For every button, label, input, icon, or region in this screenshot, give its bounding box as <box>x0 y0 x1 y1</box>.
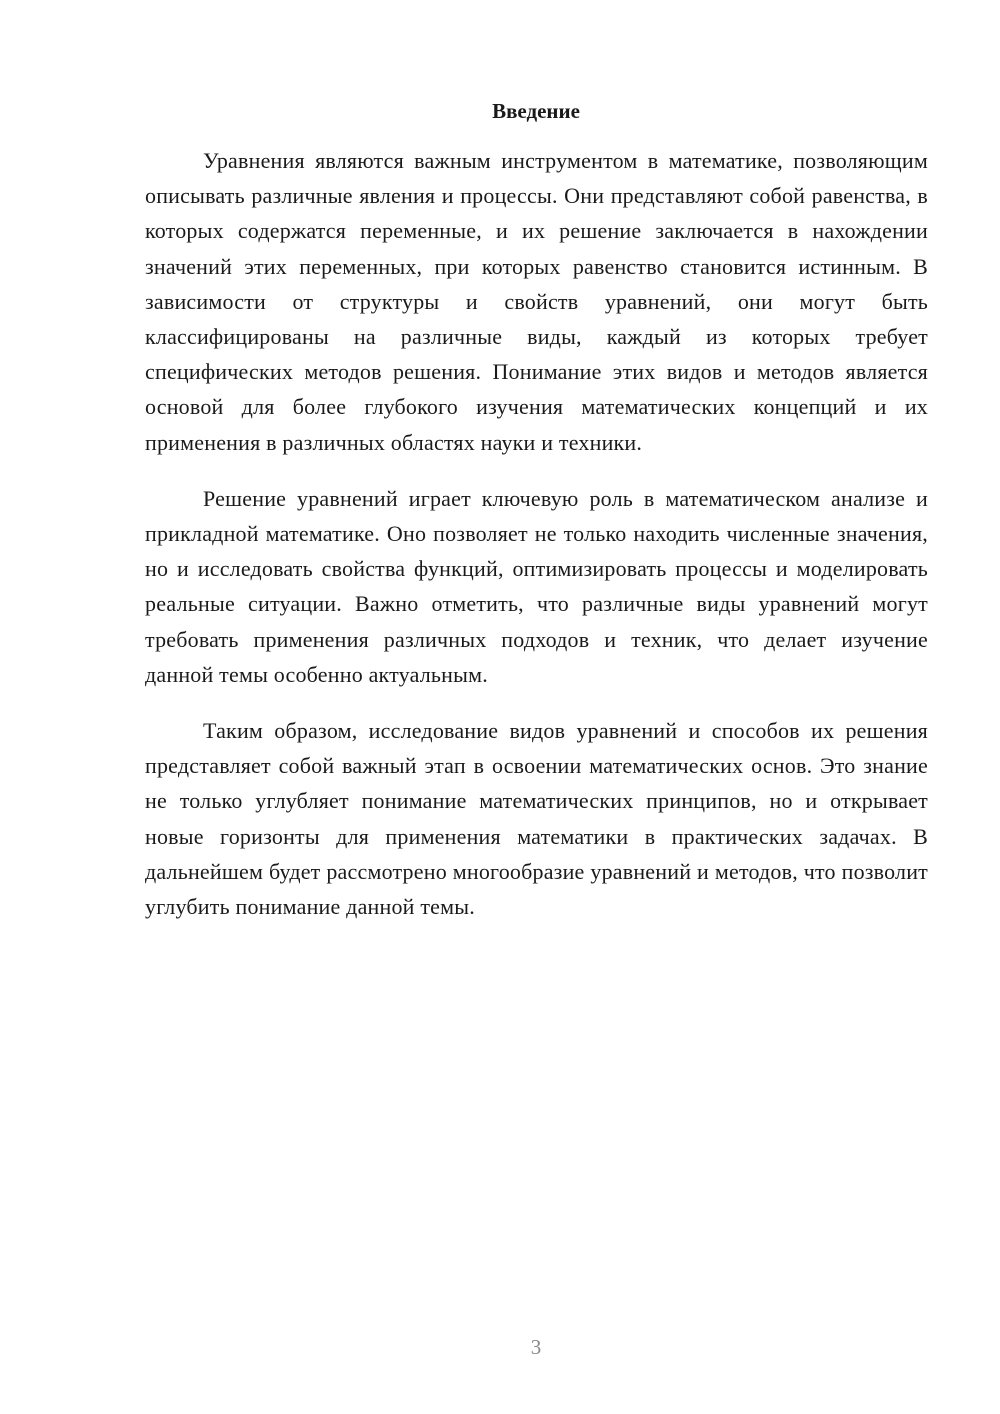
section-heading: Введение <box>492 99 580 123</box>
paragraph-2: Решение уравнений играет ключевую роль в математическом анализе и прикладной математике. Оно позволяет не только находить численные значения, но и исследовать свойства функций, оптимизировать процессы и моделировать реальные ситуации. Важно отметить, что различные виды уравнений могут требовать применения различных подходов и техник, что делает изучение данной темы особенно актуальным. <box>145 485 928 687</box>
paragraph-3: Таким образом, исследование видов уравнений и способов их решения представляет собой важный этап в освоении математических основ. Это знание не только углубляет понимание математических принципов, но и открывает новые горизонты для применения математики в практических задачах. В дальнейшем будет рассмотрено многообразие уравнений и методов, что позволит углубить понимание данной темы. <box>145 718 928 920</box>
body-text <box>145 143 928 945</box>
paragraph-1: Уравнения являются важным инструментом в математике, позволяющим описывать различные явления и процессы. Они представляют собой равенства, в которых содержатся переменные, и их решение заключается в нахождении значений этих переменных, при которых равенство становится истинным. В зависимости от структуры и свойств уравнений, они могут быть классифицированы на различные виды, каждый из которых требует специфических методов решения. Понимание этих видов и методов является основой для более глубокого изучения математических концепций и их применения в различных областях науки и техники. <box>145 148 928 455</box>
page-number: 3 <box>530 1335 542 1359</box>
